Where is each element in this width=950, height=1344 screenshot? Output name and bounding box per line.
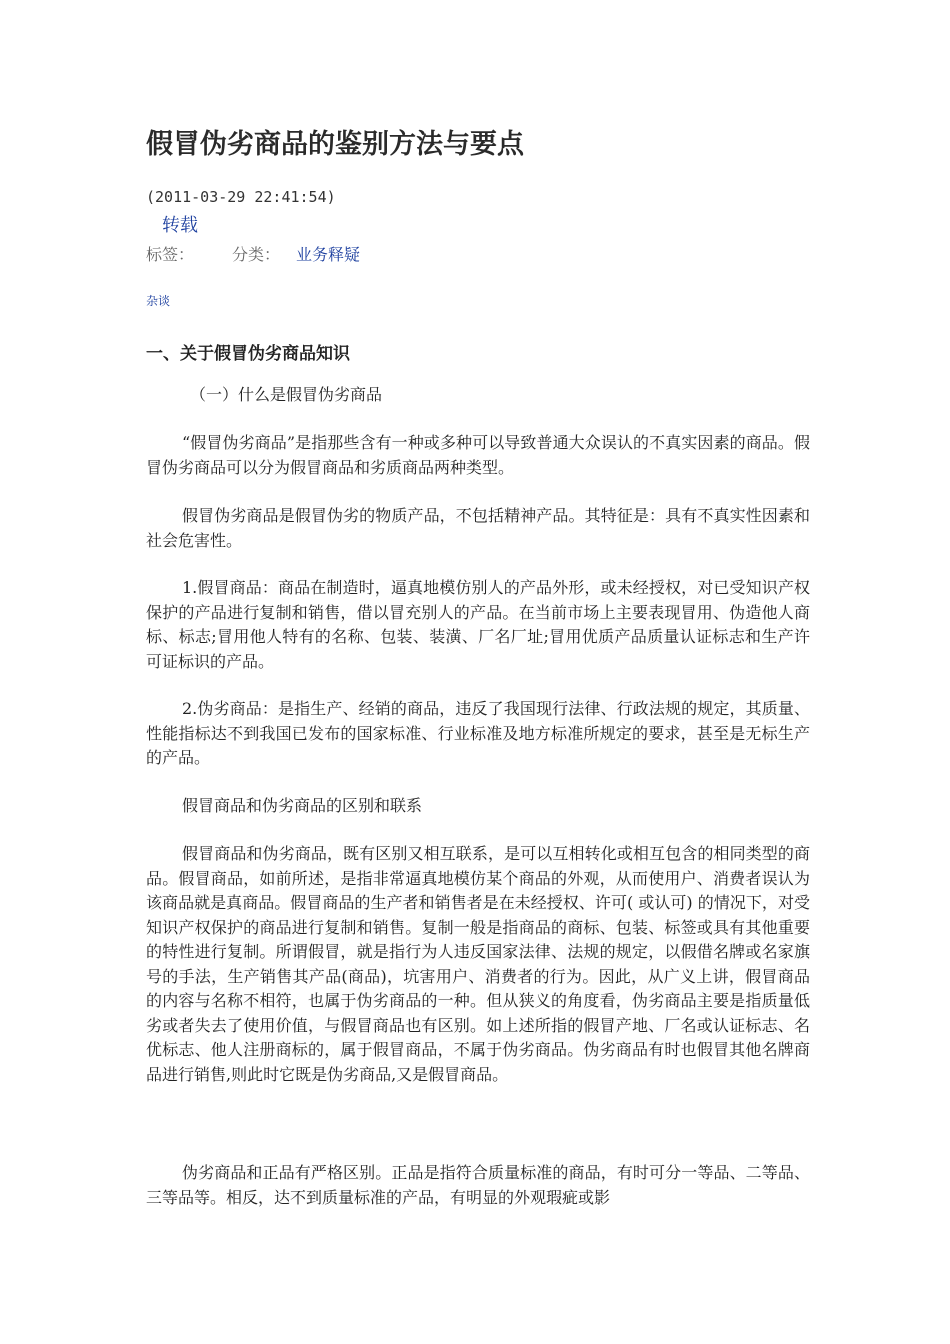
section-heading: 一、关于假冒伪劣商品知识 — [146, 344, 350, 364]
tag-link[interactable]: 杂谈 — [146, 294, 171, 308]
paragraph-5: 假冒商品和伪劣商品，既有区别又相互联系，是可以互相转化或相互包含的相同类型的商品。假冒商品，如前所述，是指非常逼真地模仿某个商品的外观，从而使用户、消费者误认为该商品就是真商品。假冒商品的生产者和销售者是在未经授权、许可( 或认可) 的情况下，对受知识产权保护的商品进行复制和销售。复制一般是指商品的商标、包装、标签或具有其他重要的特性进行复制。所谓假冒，就是指行为人违反国家法律、法规的规定，以假借名牌或名家旗号的手法，生产销售其产品(商品)，坑害用户、消费者的行为。因此，从广义上讲，假冒商品的内容与名称不相符，也属于伪劣商品的一种。但从狭义的角度看，伪劣商品主要是指质量低劣或者失去了使用价值，与假冒商品也有区别。如上述所指的假冒产地、厂名或认证标志、名优标志、他人注册商标的，属于假冒商品，不属于伪劣商品。伪劣商品有时也假冒其他名牌商品进行销售,则此时它既是伪劣商品,又是假冒商品。 — [146, 844, 810, 1084]
paragraph-1: “假冒伪劣商品”是指那些含有一种或多种可以导致普通大众误认的不真实因素的商品。假冒伪劣商品可以分为假冒商品和劣质商品两种类型。 — [146, 433, 810, 477]
subsection-heading: （一）什么是假冒伪劣商品 — [190, 385, 383, 404]
page-title: 假冒伪劣商品的鉴别方法与要点 — [146, 129, 524, 160]
post-timestamp: (2011-03-29 22:41:54) — [146, 188, 336, 206]
tags-label: 标签： — [146, 245, 195, 264]
paragraph-2: 假冒伪劣商品是假冒伪劣的物质产品，不包括精神产品。其特征是：具有不真实性因素和社会危害性。 — [146, 506, 810, 550]
category-label: 分类： — [232, 245, 281, 264]
subsection-heading-2: 假冒商品和伪劣商品的区别和联系 — [182, 796, 423, 815]
repost-link[interactable]: 转载 — [162, 215, 198, 236]
paragraph-4: 2.伪劣商品：是指生产、经销的商品，违反了我国现行法律、行政法规的规定，其质量、性能指标达不到我国已发布的国家标准、行业标准及地方标准所规定的要求，甚至是无标生产的产品。 — [146, 699, 810, 767]
category-link[interactable]: 业务释疑 — [296, 245, 361, 264]
post-meta — [146, 242, 360, 265]
paragraph-3: 1.假冒商品：商品在制造时，逼真地模仿别人的产品外形，或未经授权，对已受知识产权保护的产品进行复制和销售，借以冒充别人的产品。在当前市场上主要表现冒用、伪造他人商标、标志;冒用他人特有的名称、包装、装潢、厂名厂址;冒用优质产品质量认证标志和生产许可证标识的产品。 — [146, 578, 810, 671]
paragraph-6: 伪劣商品和正品有严格区别。正品是指符合质量标准的商品，有时可分一等品、二等品、三等品等。相反，达不到质量标准的产品，有明显的外观瑕疵或影 — [146, 1163, 810, 1207]
